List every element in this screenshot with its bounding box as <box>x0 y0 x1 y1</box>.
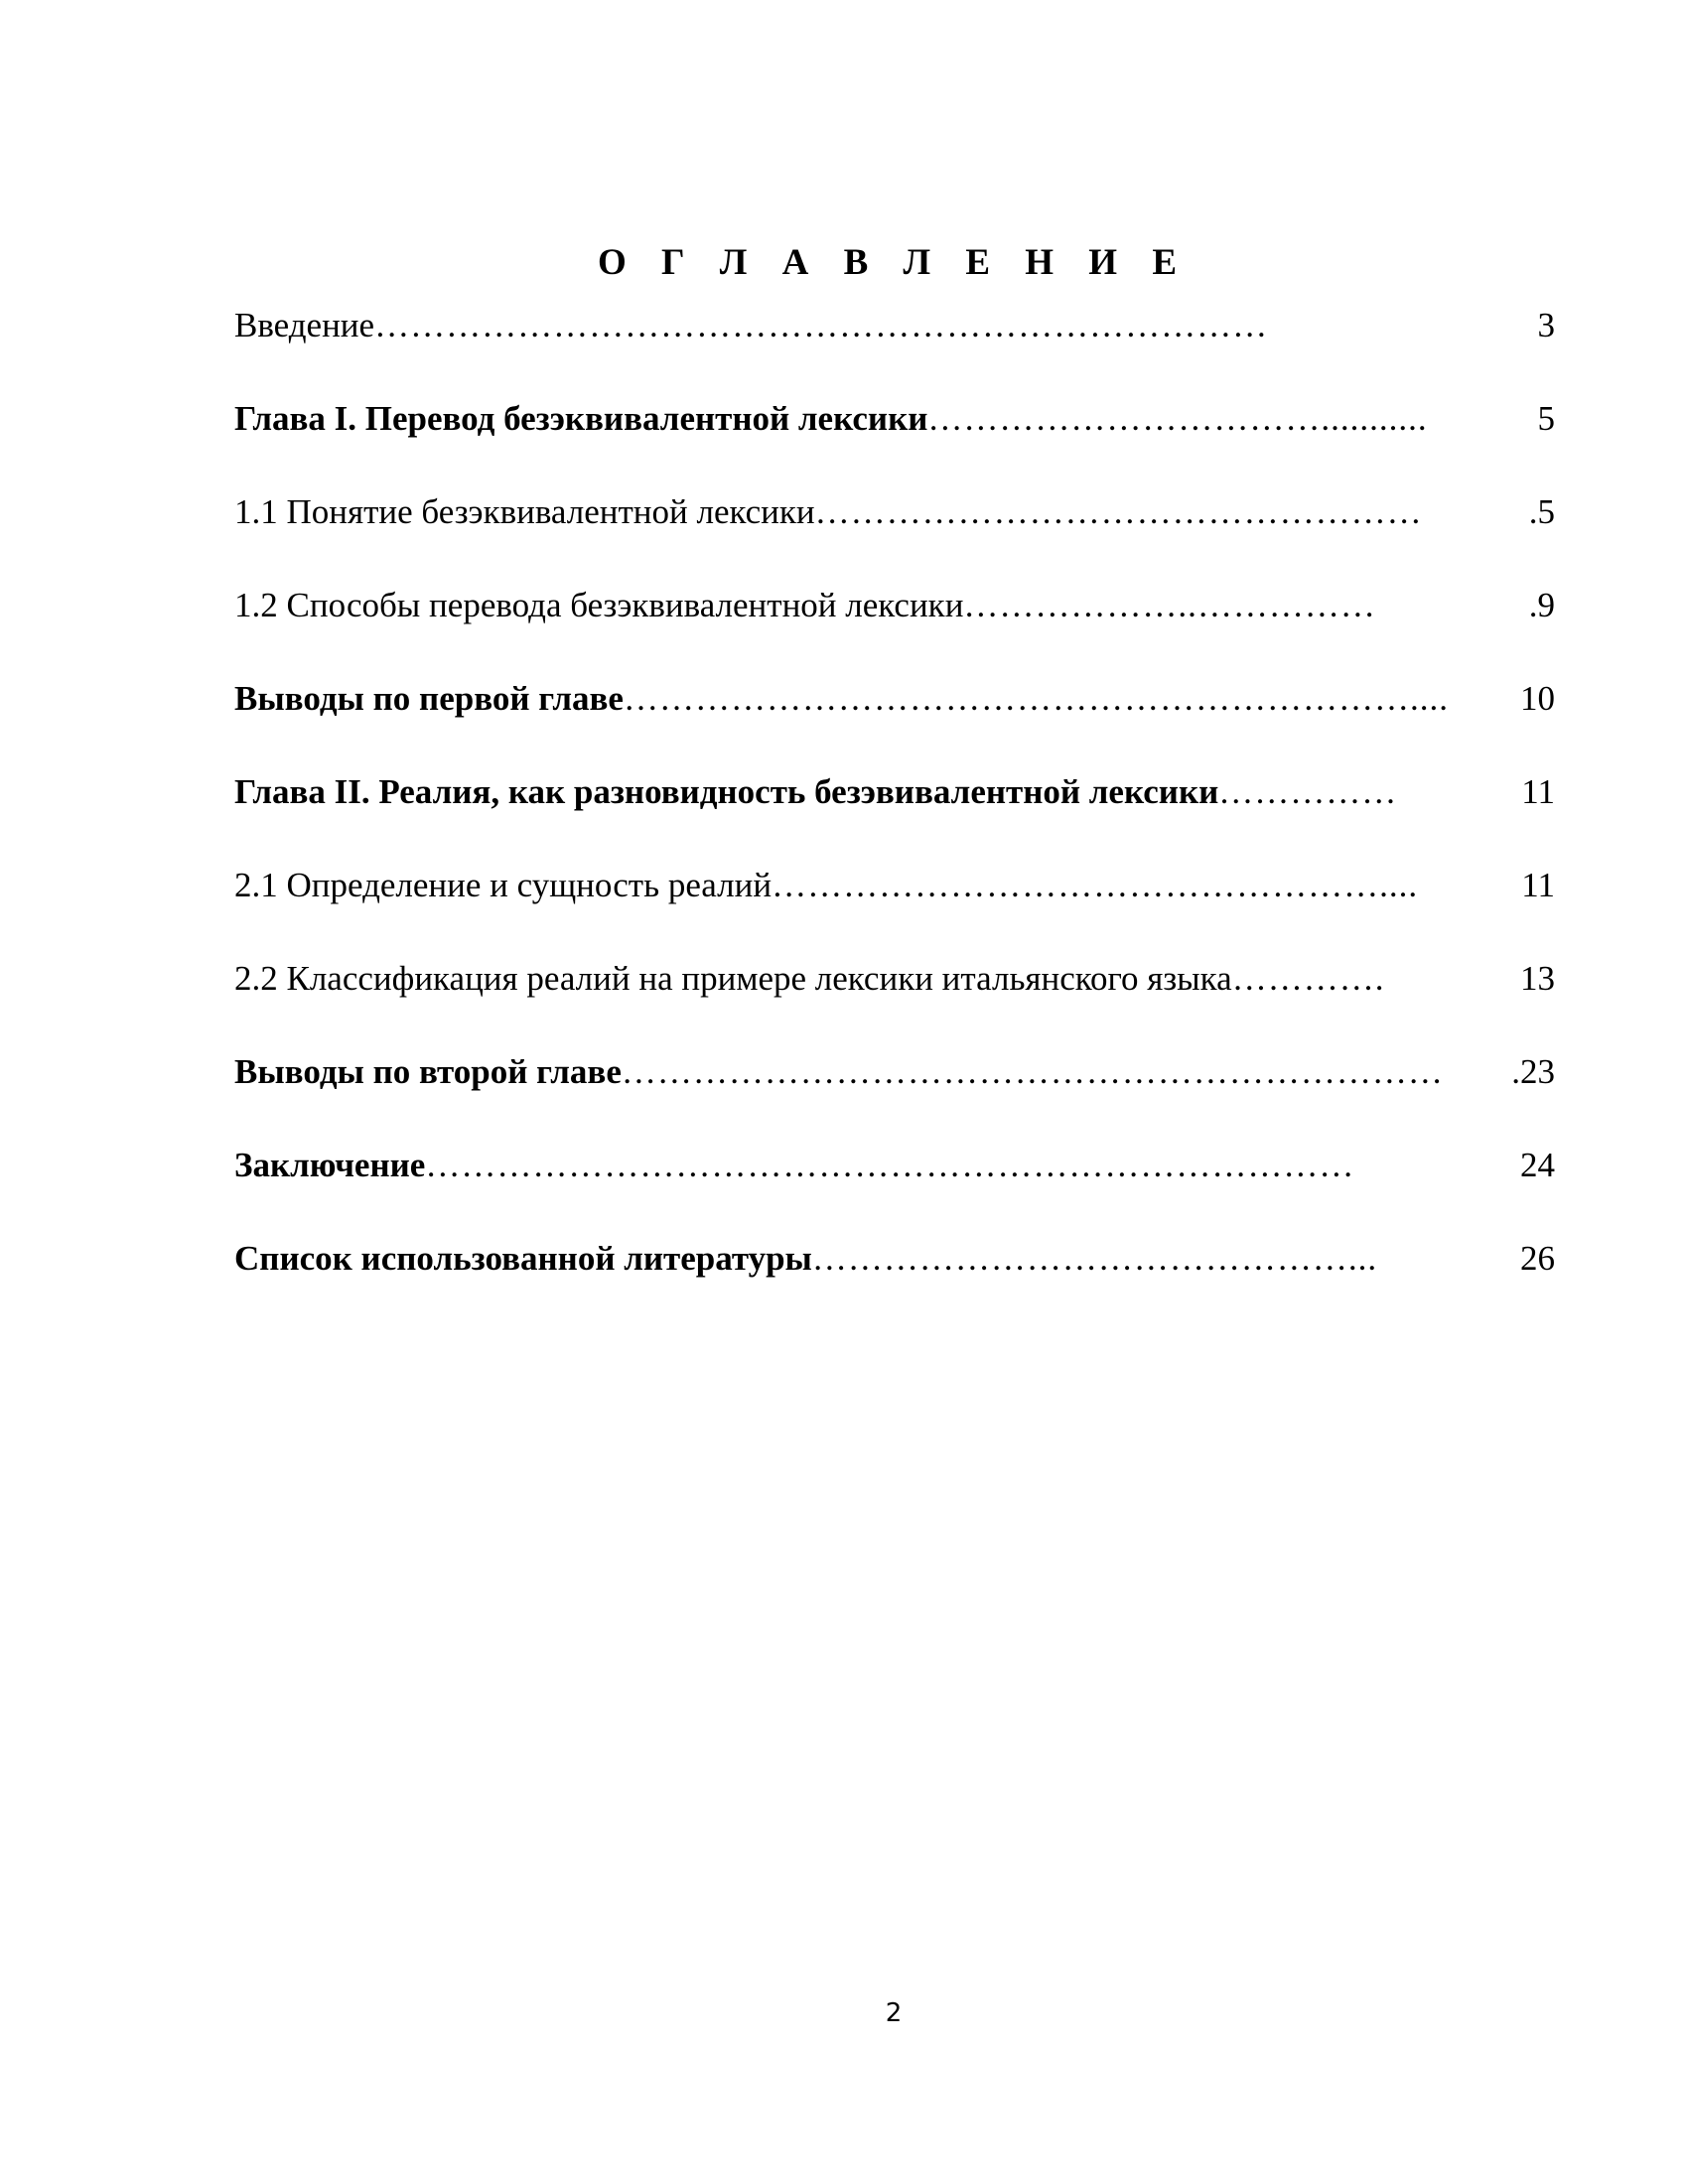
toc-entry-page: 5 <box>1537 399 1555 438</box>
page-number: 2 <box>885 1998 903 2028</box>
toc-entry-leader: …………………………………………………………… <box>621 1052 1444 1091</box>
toc-entry-label: Введение <box>234 306 375 344</box>
toc-entry-label: Список использованной литературы <box>234 1239 812 1278</box>
toc-entry-leader: …………. <box>1231 959 1385 998</box>
toc-entry-leader: ………………..…………… <box>963 586 1376 624</box>
toc-entry-introduction <box>234 303 1555 348</box>
toc-entry-page: 11 <box>1521 866 1555 904</box>
toc-entry-label: Выводы по первой главе <box>234 679 624 718</box>
toc-entry-leader: …………………………………………………………………… <box>425 1146 1355 1184</box>
toc-entry-page: .5 <box>1528 492 1555 531</box>
toc-entry-conclusion <box>234 1143 1555 1188</box>
toc-entry-page: 11 <box>1521 772 1555 811</box>
toc-entry-leader: ………………………………………………………………… <box>374 306 1269 344</box>
toc-title: О Г Л А В Л Е Н И Е <box>597 241 1191 283</box>
toc-entry-section-2-2 <box>234 956 1555 1002</box>
toc-entry-page: 3 <box>1537 306 1555 344</box>
toc-entry-label: Заключение <box>234 1146 426 1184</box>
toc-entry-leader: ……………………………........... <box>927 399 1428 438</box>
toc-entry-page: .9 <box>1528 586 1555 624</box>
toc-entry-page: 13 <box>1520 959 1555 998</box>
toc-entry-page: .23 <box>1511 1052 1555 1091</box>
toc-entry-chapter-2 <box>234 769 1555 815</box>
toc-entry-label: 1.2 Способы перевода безэквивалентной лексики <box>234 586 964 624</box>
toc-entry-leader: …………………………………………… <box>814 492 1423 531</box>
toc-entry-conclusions-2 <box>234 1049 1555 1095</box>
toc-entry-label: Глава I. Перевод безэквивалентной лексики <box>234 399 928 438</box>
toc-entry-leader: ………………………………………………………….... <box>623 679 1449 718</box>
toc-entry-chapter-1 <box>234 396 1555 442</box>
toc-entry-section-1-1 <box>234 489 1555 535</box>
toc-entry-leader: …………………………………………….... <box>772 866 1419 904</box>
toc-entry-references <box>234 1236 1555 1282</box>
toc-entry-page: 10 <box>1520 679 1555 718</box>
toc-entry-label: Глава II. Реалия, как разновидность безэвивалентной лексики <box>234 772 1219 811</box>
toc-entry-label: 2.2 Классификация реалий на примере лексики итальянского языка <box>234 959 1232 998</box>
toc-entry-label: 1.1 Понятие безэквивалентной лексики <box>234 492 815 531</box>
toc-entry-leader: …………… <box>1218 772 1398 811</box>
toc-entry-page: 24 <box>1520 1146 1555 1184</box>
toc-entry-label: 2.1 Определение и сущность реалий <box>234 866 773 904</box>
toc-entry-label: Выводы по второй главе <box>234 1052 622 1091</box>
toc-entry-section-1-2 <box>234 583 1555 628</box>
toc-entry-conclusions-1 <box>234 676 1555 722</box>
toc-entry-page: 26 <box>1520 1239 1555 1278</box>
toc-entry-section-2-1 <box>234 863 1555 908</box>
toc-entry-leader: ………………………………………... <box>811 1239 1378 1278</box>
